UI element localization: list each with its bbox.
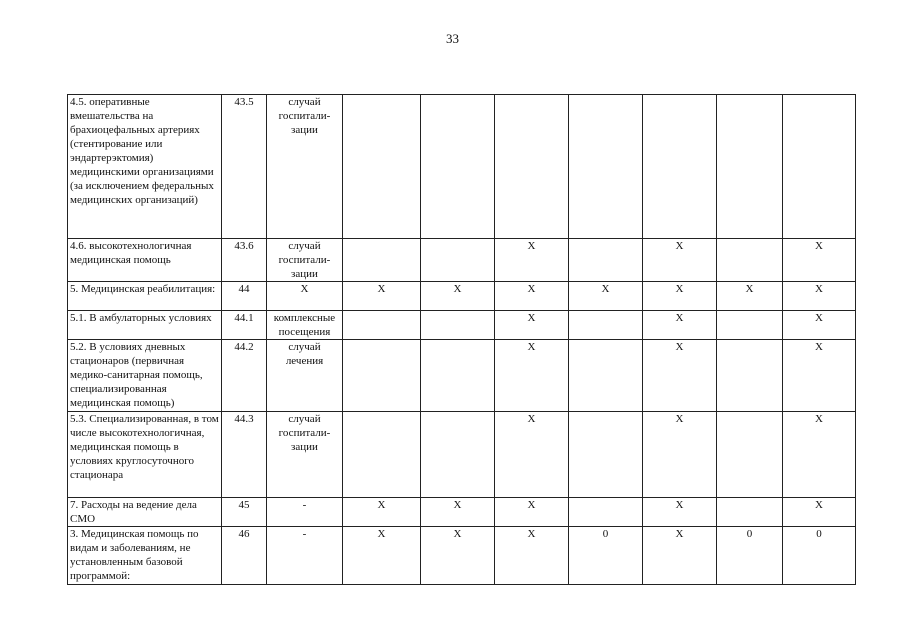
row-name-cell: 5.3. Специализированная, в том числе высокотехнологичная, медицинская помощь в условиях круглосуточного стационара [68, 412, 222, 498]
mark-cell: X [343, 498, 421, 527]
mark-cell: X [783, 239, 856, 282]
mark-cell: X [421, 282, 495, 311]
table-row [68, 412, 856, 498]
mark-cell [421, 239, 495, 282]
mark-cell: X [421, 527, 495, 585]
row-name-cell: 3. Медицинская помощь по видам и заболеваниям, не установленным базовой программой: [68, 527, 222, 585]
allocation-table [67, 94, 856, 585]
row-name-cell: 7. Расходы на ведение дела СМО [68, 498, 222, 527]
mark-cell [569, 311, 643, 340]
mark-cell: X [643, 282, 717, 311]
row-unit-cell: X [267, 282, 343, 311]
row-unit-cell: случай госпитали-зации [267, 412, 343, 498]
row-name-cell: 5. Медицинская реабилитация: [68, 282, 222, 311]
mark-cell: X [643, 498, 717, 527]
mark-cell: X [569, 282, 643, 311]
mark-cell [421, 311, 495, 340]
row-name-cell: 5.1. В амбулаторных условиях [68, 311, 222, 340]
mark-cell: X [643, 527, 717, 585]
row-code-cell: 43.6 [222, 239, 267, 282]
mark-cell: X [495, 412, 569, 498]
mark-cell: X [643, 239, 717, 282]
table-row [68, 239, 856, 282]
mark-cell: X [643, 311, 717, 340]
row-unit-cell: - [267, 527, 343, 585]
mark-cell [717, 412, 783, 498]
mark-cell [343, 239, 421, 282]
mark-cell [717, 340, 783, 412]
row-name-cell: 4.6. высокотехнологичная медицинская помощь [68, 239, 222, 282]
row-code-cell: 44.1 [222, 311, 267, 340]
mark-cell: X [343, 527, 421, 585]
mark-cell [421, 412, 495, 498]
mark-cell [569, 239, 643, 282]
mark-cell: X [783, 282, 856, 311]
mark-cell: X [495, 282, 569, 311]
mark-cell: X [495, 498, 569, 527]
mark-cell: X [421, 498, 495, 527]
mark-cell [643, 95, 717, 239]
row-unit-cell: случай лечения [267, 340, 343, 412]
mark-cell: X [495, 527, 569, 585]
mark-cell: 0 [569, 527, 643, 585]
mark-cell [569, 340, 643, 412]
table-row [68, 527, 856, 585]
mark-cell: X [343, 282, 421, 311]
mark-cell: 0 [783, 527, 856, 585]
row-unit-cell: случай госпитали-зации [267, 95, 343, 239]
row-code-cell: 44 [222, 282, 267, 311]
row-code-cell: 44.3 [222, 412, 267, 498]
page-number: 33 [446, 31, 459, 46]
table-row [68, 340, 856, 412]
table-row [68, 498, 856, 527]
table-row [68, 95, 856, 239]
mark-cell [343, 311, 421, 340]
mark-cell [569, 412, 643, 498]
mark-cell [421, 340, 495, 412]
mark-cell [495, 95, 569, 239]
mark-cell [717, 239, 783, 282]
mark-cell [343, 412, 421, 498]
mark-cell [343, 340, 421, 412]
row-code-cell: 43.5 [222, 95, 267, 239]
mark-cell [717, 311, 783, 340]
row-unit-cell: комплексные посещения [267, 311, 343, 340]
mark-cell [569, 498, 643, 527]
row-unit-cell: - [267, 498, 343, 527]
mark-cell: X [717, 282, 783, 311]
table-row [68, 311, 856, 340]
mark-cell [783, 95, 856, 239]
mark-cell: X [783, 412, 856, 498]
row-name-cell: 4.5. оперативные вмешательства на брахиоцефальных артериях (стентирование или эндартерэктомия) медицинскими организациями (за исключением федеральных медицинских организаций) [68, 95, 222, 239]
mark-cell: X [643, 340, 717, 412]
mark-cell: X [643, 412, 717, 498]
row-unit-cell: случай госпитали-зации [267, 239, 343, 282]
mark-cell [421, 95, 495, 239]
mark-cell: 0 [717, 527, 783, 585]
row-code-cell: 45 [222, 498, 267, 527]
mark-cell [717, 95, 783, 239]
mark-cell: X [495, 311, 569, 340]
mark-cell: X [783, 311, 856, 340]
mark-cell [343, 95, 421, 239]
mark-cell [717, 498, 783, 527]
mark-cell: X [783, 498, 856, 527]
mark-cell: X [783, 340, 856, 412]
table-row [68, 282, 856, 311]
row-code-cell: 44.2 [222, 340, 267, 412]
mark-cell [569, 95, 643, 239]
mark-cell: X [495, 340, 569, 412]
mark-cell: X [495, 239, 569, 282]
row-name-cell: 5.2. В условиях дневных стационаров (первичная медико-санитарная помощь, специализированная медицинская помощь) [68, 340, 222, 412]
row-code-cell: 46 [222, 527, 267, 585]
